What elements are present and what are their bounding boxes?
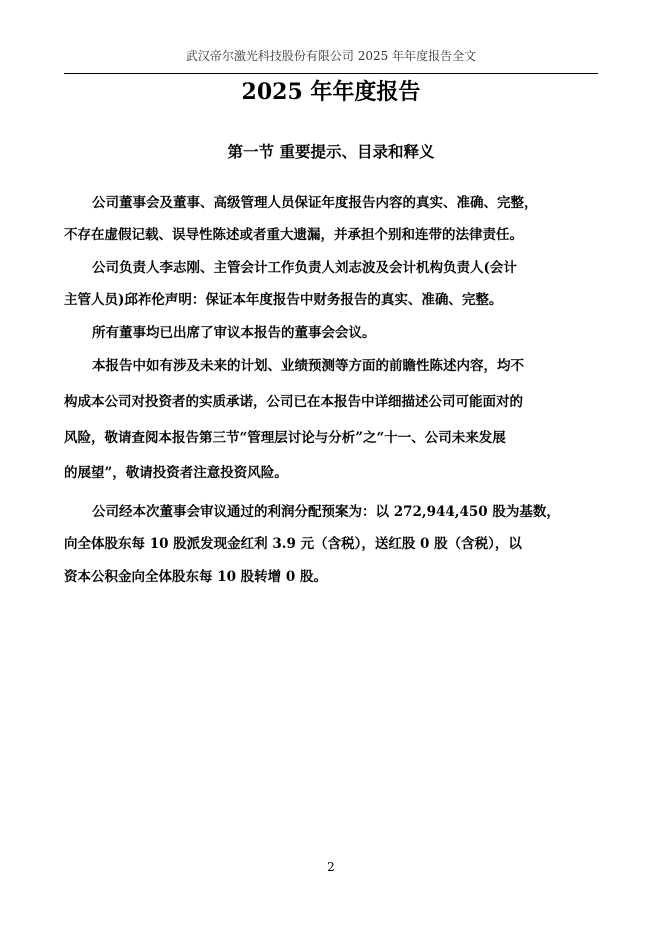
text-line: 风险，敬请查阅本报告第三节“管理层讨论与分析”之“十一、公司未来发展 — [64, 430, 506, 446]
section-heading: 第一节 重要提示、目录和释义 — [227, 142, 435, 161]
text-line: 公司负责人李志刚、主管会计工作负责人刘志波及会计机构负责人(会计 — [92, 260, 517, 276]
running-header: 武汉帝尔激光科技股份有限公司 2025 年年度报告全文 — [185, 49, 477, 63]
text-line: 构成本公司对投资者的实质承诺，公司已在本报告中详细描述公司可能面对的 — [64, 394, 523, 410]
text-line: 资本公积金向全体股东每 10 股转增 0 股。 — [64, 569, 327, 585]
page-number: 2 — [327, 860, 335, 874]
text-line: 主管人员)邱祚伦声明：保证本年度报告中财务报告的真实、准确、完整。 — [64, 292, 503, 308]
text-line: 本报告中如有涉及未来的计划、业绩预测等方面的前瞻性陈述内容，均不 — [92, 358, 524, 374]
document-title: 2025 年年度报告 — [241, 79, 421, 105]
text-line: 公司经本次董事会审议通过的利润分配预案为：以 272,944,450 股为基数， — [92, 504, 560, 520]
text-line: 向全体股东每 10 股派发现金红利 3.9 元（含税），送红股 0 股（含税），以 — [64, 536, 522, 552]
text-line: 不存在虚假记载、误导性陈述或者重大遗漏，并承担个别和连带的法律责任。 — [64, 227, 523, 243]
text-line: 所有董事均已出席了审议本报告的董事会会议。 — [92, 325, 376, 341]
text-line: 公司董事会及董事、高级管理人员保证年度报告内容的真实、准确、完整， — [92, 195, 538, 211]
text-line: 的展望”，敬请投资者注意投资风险。 — [64, 465, 288, 481]
header-divider — [64, 73, 598, 74]
